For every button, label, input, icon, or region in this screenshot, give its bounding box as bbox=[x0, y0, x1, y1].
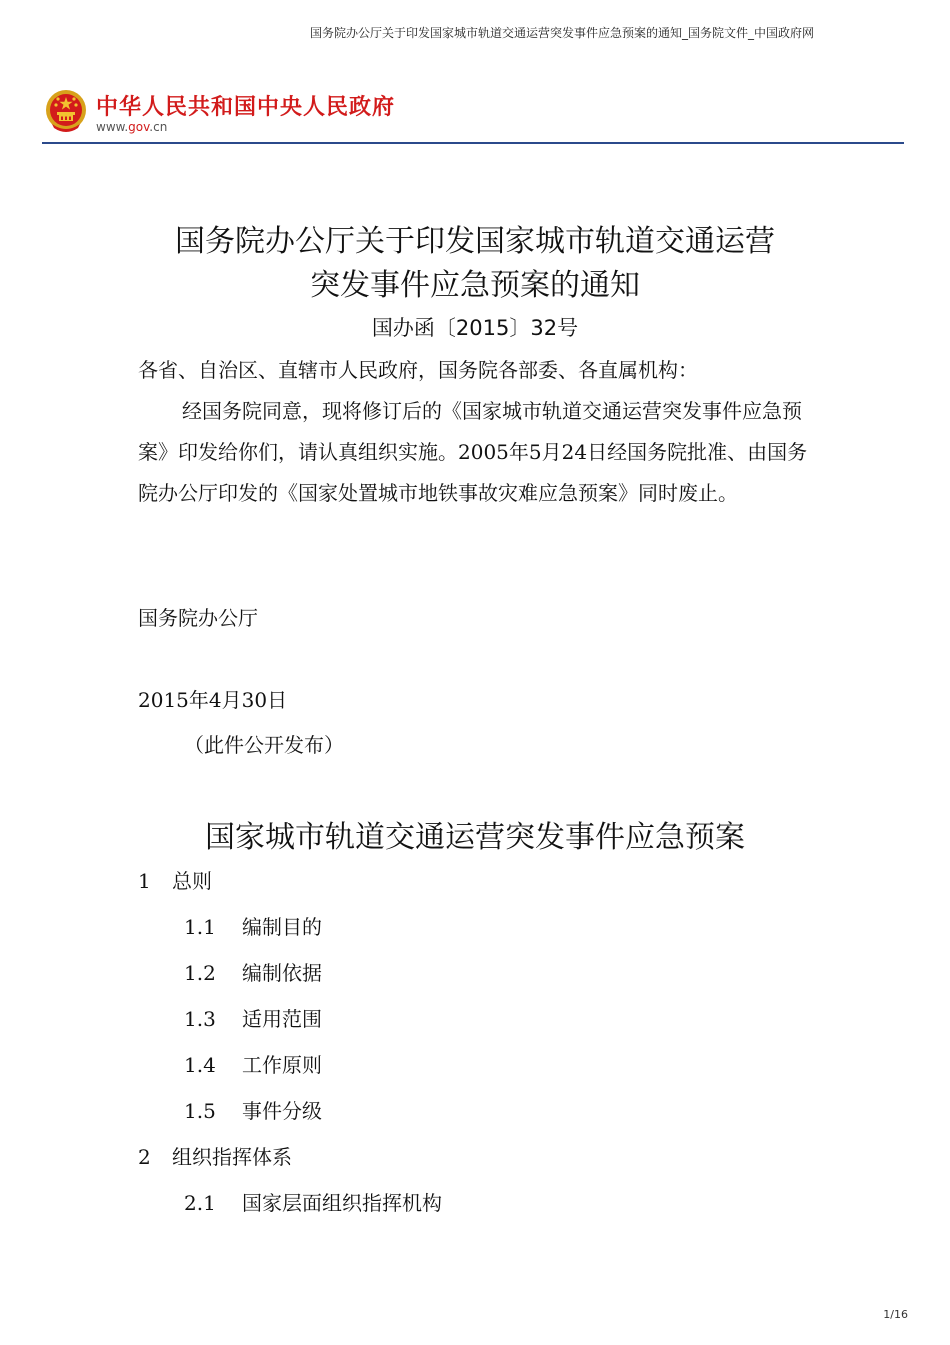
toc-item bbox=[138, 1042, 442, 1088]
toc-item bbox=[138, 950, 442, 996]
document-number: 国办函〔2015〕32号 bbox=[371, 316, 579, 340]
page-number: 1/16 bbox=[883, 1308, 908, 1321]
toc-item-label: 事件分级 bbox=[242, 1099, 322, 1123]
publish-note: （此件公开发布） bbox=[184, 733, 344, 757]
toc-item-label: 国家层面组织指挥机构 bbox=[242, 1191, 442, 1215]
site-url-suffix: .cn bbox=[149, 120, 168, 134]
toc-item-label: 编制依据 bbox=[242, 961, 322, 985]
toc-item-number: 2.1 bbox=[184, 1191, 216, 1215]
plan-title: 国家城市轨道交通运营突发事件应急预案 bbox=[205, 820, 745, 855]
signer: 国务院办公厅 bbox=[138, 606, 258, 630]
toc-item-number: 1 bbox=[138, 869, 151, 893]
site-name: 中华人民共和国中央人民政府 bbox=[96, 95, 396, 120]
site-url-prefix: www. bbox=[96, 120, 129, 134]
toc-item-label: 适用范围 bbox=[242, 1007, 322, 1031]
toc-item-number: 1.1 bbox=[184, 915, 216, 939]
toc-item bbox=[138, 996, 442, 1042]
toc-item bbox=[138, 904, 442, 950]
toc-item-number: 1.5 bbox=[184, 1099, 216, 1123]
addressee: 各省、自治区、直辖市人民政府，国务院各部委、各直属机构： bbox=[138, 358, 698, 382]
issue-date: 2015年4月30日 bbox=[138, 688, 288, 712]
page-header-title: 国务院办公厅关于印发国家城市轨道交通运营突发事件应急预案的通知_国务院文件_中国政府网 bbox=[309, 26, 814, 40]
toc-item-label: 总则 bbox=[172, 869, 212, 893]
toc-item bbox=[138, 1088, 442, 1134]
site-url[interactable] bbox=[96, 120, 167, 134]
toc-item-label: 工作原则 bbox=[242, 1053, 322, 1077]
toc-item bbox=[138, 858, 442, 904]
toc-item-number: 2 bbox=[138, 1145, 151, 1169]
toc-item bbox=[138, 1134, 442, 1180]
notice-title-line1: 国务院办公厅关于印发国家城市轨道交通运营 bbox=[175, 224, 775, 259]
notice-body: 经国务院同意，现将修订后的《国家城市轨道交通运营突发事件应急预案》印发给你们，请认真组织实施。2005年5月24日经国务院批准、由国务院办公厅印发的《国家处置城市地铁事故灾难应急预案》同时废止。 bbox=[138, 399, 808, 505]
toc-item-number: 1.4 bbox=[184, 1053, 216, 1077]
notice-title bbox=[100, 220, 850, 308]
toc-item bbox=[138, 1180, 442, 1226]
toc-item-number: 1.3 bbox=[184, 1007, 216, 1031]
toc-item-number: 1.2 bbox=[184, 961, 216, 985]
masthead bbox=[42, 86, 904, 144]
table-of-contents bbox=[138, 858, 442, 1226]
toc-item-label: 编制目的 bbox=[242, 915, 322, 939]
site-url-accent: gov bbox=[128, 120, 150, 134]
notice-title-line2: 突发事件应急预案的通知 bbox=[310, 268, 640, 303]
national-emblem-icon bbox=[44, 88, 88, 134]
toc-item-label: 组织指挥体系 bbox=[172, 1145, 292, 1169]
